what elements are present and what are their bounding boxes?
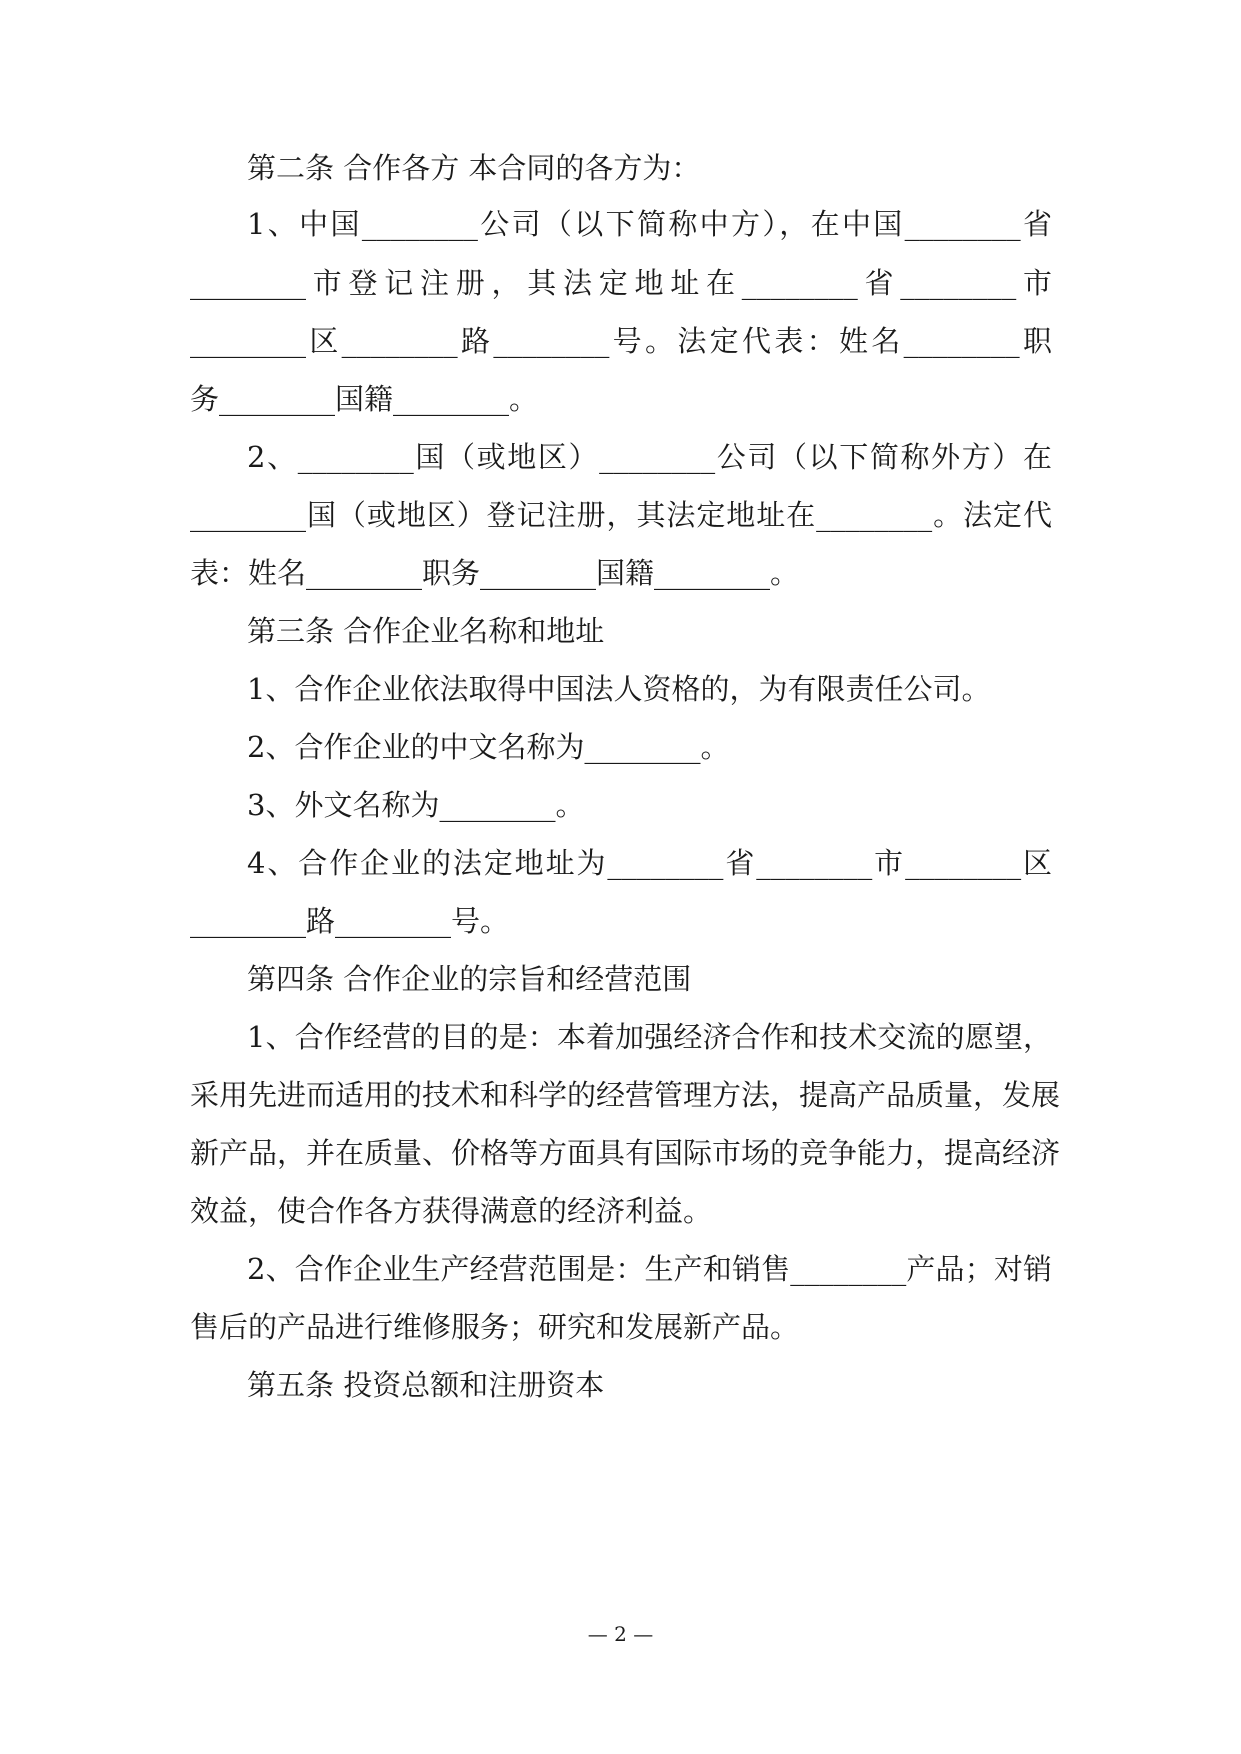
paragraph-line: 务________国籍________。 [190, 382, 539, 416]
paragraph-line: 4、合作企业的法定地址为________省________市________区 [247, 846, 1052, 880]
paragraph-line: 售后的产品进行维修服务；研究和发展新产品。 [190, 1310, 800, 1344]
paragraph-line: 1、中国________公司（以下简称中方），在中国________省 [247, 207, 1052, 241]
paragraph-line: 1、合作经营的目的是：本着加强经济合作和技术交流的愿望， [247, 1020, 1052, 1054]
paragraph-line: 采用先进而适用的技术和科学的经营管理方法，提高产品质量，发展 [190, 1078, 1061, 1112]
page-number: — 2 — [587, 1622, 654, 1646]
paragraph-line: ________国（或地区）登记注册，其法定地址在________。法定代 [190, 498, 1052, 532]
paragraph-line: 效益，使合作各方获得满意的经济利益。 [190, 1194, 713, 1228]
paragraph-line: 2、合作企业生产经营范围是：生产和销售________产品；对销 [247, 1252, 1052, 1286]
paragraph-line: 2、合作企业的中文名称为________。 [247, 730, 730, 764]
paragraph-line: 新产品，并在质量、价格等方面具有国际市场的竞争能力，提高经济 [190, 1136, 1061, 1170]
paragraph-line: ________区________路________号。法定代表：姓名________职 [190, 324, 1052, 358]
article-3-heading: 第三条 合作企业名称和地址 [247, 614, 605, 648]
paragraph-line: 1、合作企业依法取得中国法人资格的，为有限责任公司。 [247, 672, 991, 706]
article-2-heading: 第二条 合作各方 本合同的各方为： [247, 151, 701, 185]
paragraph-line: 表：姓名________职务________国籍________。 [190, 556, 800, 590]
paragraph-line: 2、________国（或地区）________公司（以下简称外方）在 [247, 440, 1052, 474]
article-5-heading: 第五条 投资总额和注册资本 [247, 1368, 605, 1402]
paragraph-line: ________市登记注册，其法定地址在________省________市 [190, 266, 1052, 300]
article-4-heading: 第四条 合作企业的宗旨和经营范围 [247, 962, 692, 996]
paragraph-line: ________路________号。 [190, 904, 510, 938]
paragraph-line: 3、外文名称为________。 [247, 788, 585, 822]
